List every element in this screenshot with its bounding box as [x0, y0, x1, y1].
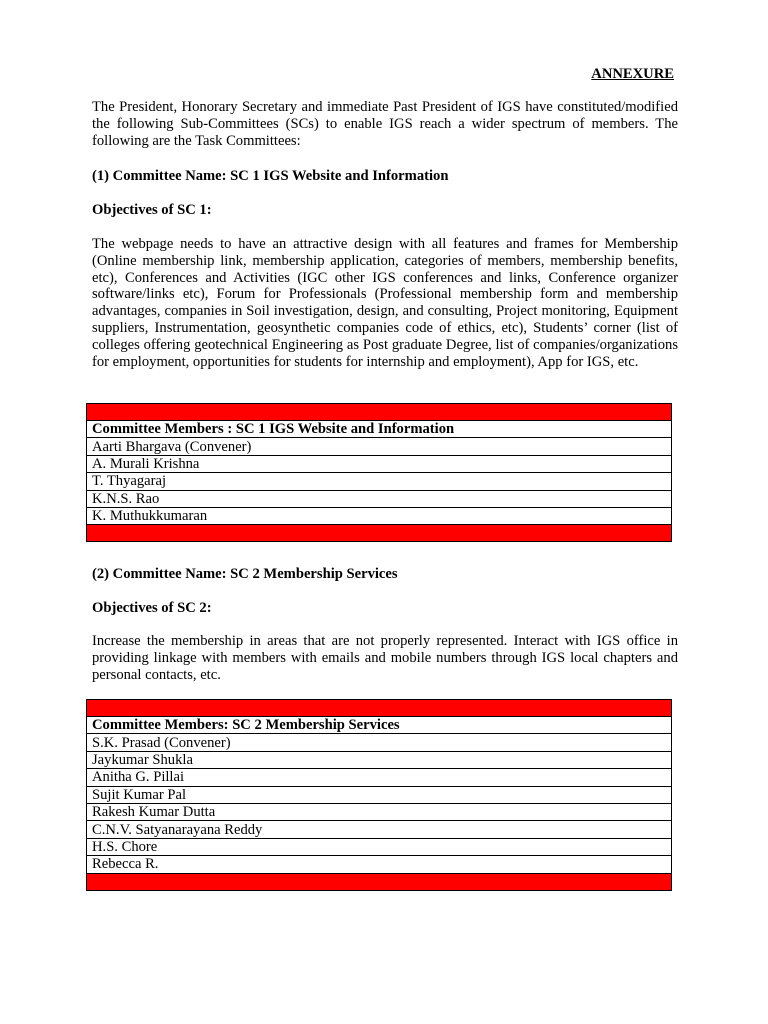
table-header-row [87, 717, 672, 734]
member-name: Anitha G. Pillai [87, 769, 672, 786]
table-row [87, 856, 672, 873]
table-row [87, 769, 672, 786]
table-band-top [87, 404, 672, 421]
table-row [87, 507, 672, 524]
sc1-table-header: Committee Members : SC 1 IGS Website and Information [87, 421, 672, 438]
member-name: K. Muthukkumaran [87, 507, 672, 524]
member-name: H.S. Chore [87, 838, 672, 855]
sc2-objectives-heading: Objectives of SC 2: [92, 600, 212, 616]
member-name: Rakesh Kumar Dutta [87, 803, 672, 820]
table-row [87, 455, 672, 472]
sc2-committee-heading: (2) Committee Name: SC 2 Membership Services [92, 566, 398, 582]
member-name: Aarti Bhargava (Convener) [87, 438, 672, 455]
table-row [87, 473, 672, 490]
member-name: C.N.V. Satyanarayana Reddy [87, 821, 672, 838]
table-row [87, 803, 672, 820]
table-band-bottom [87, 873, 672, 890]
sc1-objectives-heading: Objectives of SC 1: [92, 202, 212, 218]
sc2-objectives-text: Increase the membership in areas that are not properly represented. Interact with IGS office in providing linkage with members with emails and mobile numbers through IGS local chapters and personal contacts, etc. [92, 633, 678, 683]
annexure-title: ANNEXURE [591, 66, 674, 82]
table-row [87, 490, 672, 507]
table-row [87, 838, 672, 855]
member-name: A. Murali Krishna [87, 455, 672, 472]
member-name: Rebecca R. [87, 856, 672, 873]
sc1-objectives-text: The webpage needs to have an attractive design with all features and frames for Membership (Online membership link, membership application, categories of members, membership benefits, etc), Conferences and Activities (IGC other IGS conferences and links, Conference organizer software/links etc), Forum for Professionals (Professional membership form and membership advantages, companies in Soil investigation, design, and consulting, Project monitoring, Equipment suppliers, Instrumentation, geosynthetic companies code of ethics, etc), Students’ corner (list of colleges offering geotechnical Engineering as Post graduate Degree, list of companies/organizations for employment, opportunities for students for internship and employment), App for IGS, etc. [92, 236, 678, 370]
table-row [87, 751, 672, 768]
sc2-members-table [86, 699, 672, 891]
sc1-members-table [86, 403, 672, 542]
member-name: Jaykumar Shukla [87, 751, 672, 768]
sc2-table-header: Committee Members: SC 2 Membership Services [87, 717, 672, 734]
member-name: T. Thyagaraj [87, 473, 672, 490]
member-name: K.N.S. Rao [87, 490, 672, 507]
intro-paragraph: The President, Honorary Secretary and immediate Past President of IGS have constituted/modified the following Sub-Committees (SCs) to enable IGS reach a wider spectrum of members. The following are the Task Committees: [92, 99, 678, 149]
table-row [87, 821, 672, 838]
table-row [87, 786, 672, 803]
table-band-bottom [87, 525, 672, 542]
table-row [87, 438, 672, 455]
member-name: Sujit Kumar Pal [87, 786, 672, 803]
member-name: S.K. Prasad (Convener) [87, 734, 672, 751]
table-header-row [87, 421, 672, 438]
sc1-committee-heading: (1) Committee Name: SC 1 IGS Website and Information [92, 168, 449, 184]
table-row [87, 734, 672, 751]
table-band-top [87, 700, 672, 717]
